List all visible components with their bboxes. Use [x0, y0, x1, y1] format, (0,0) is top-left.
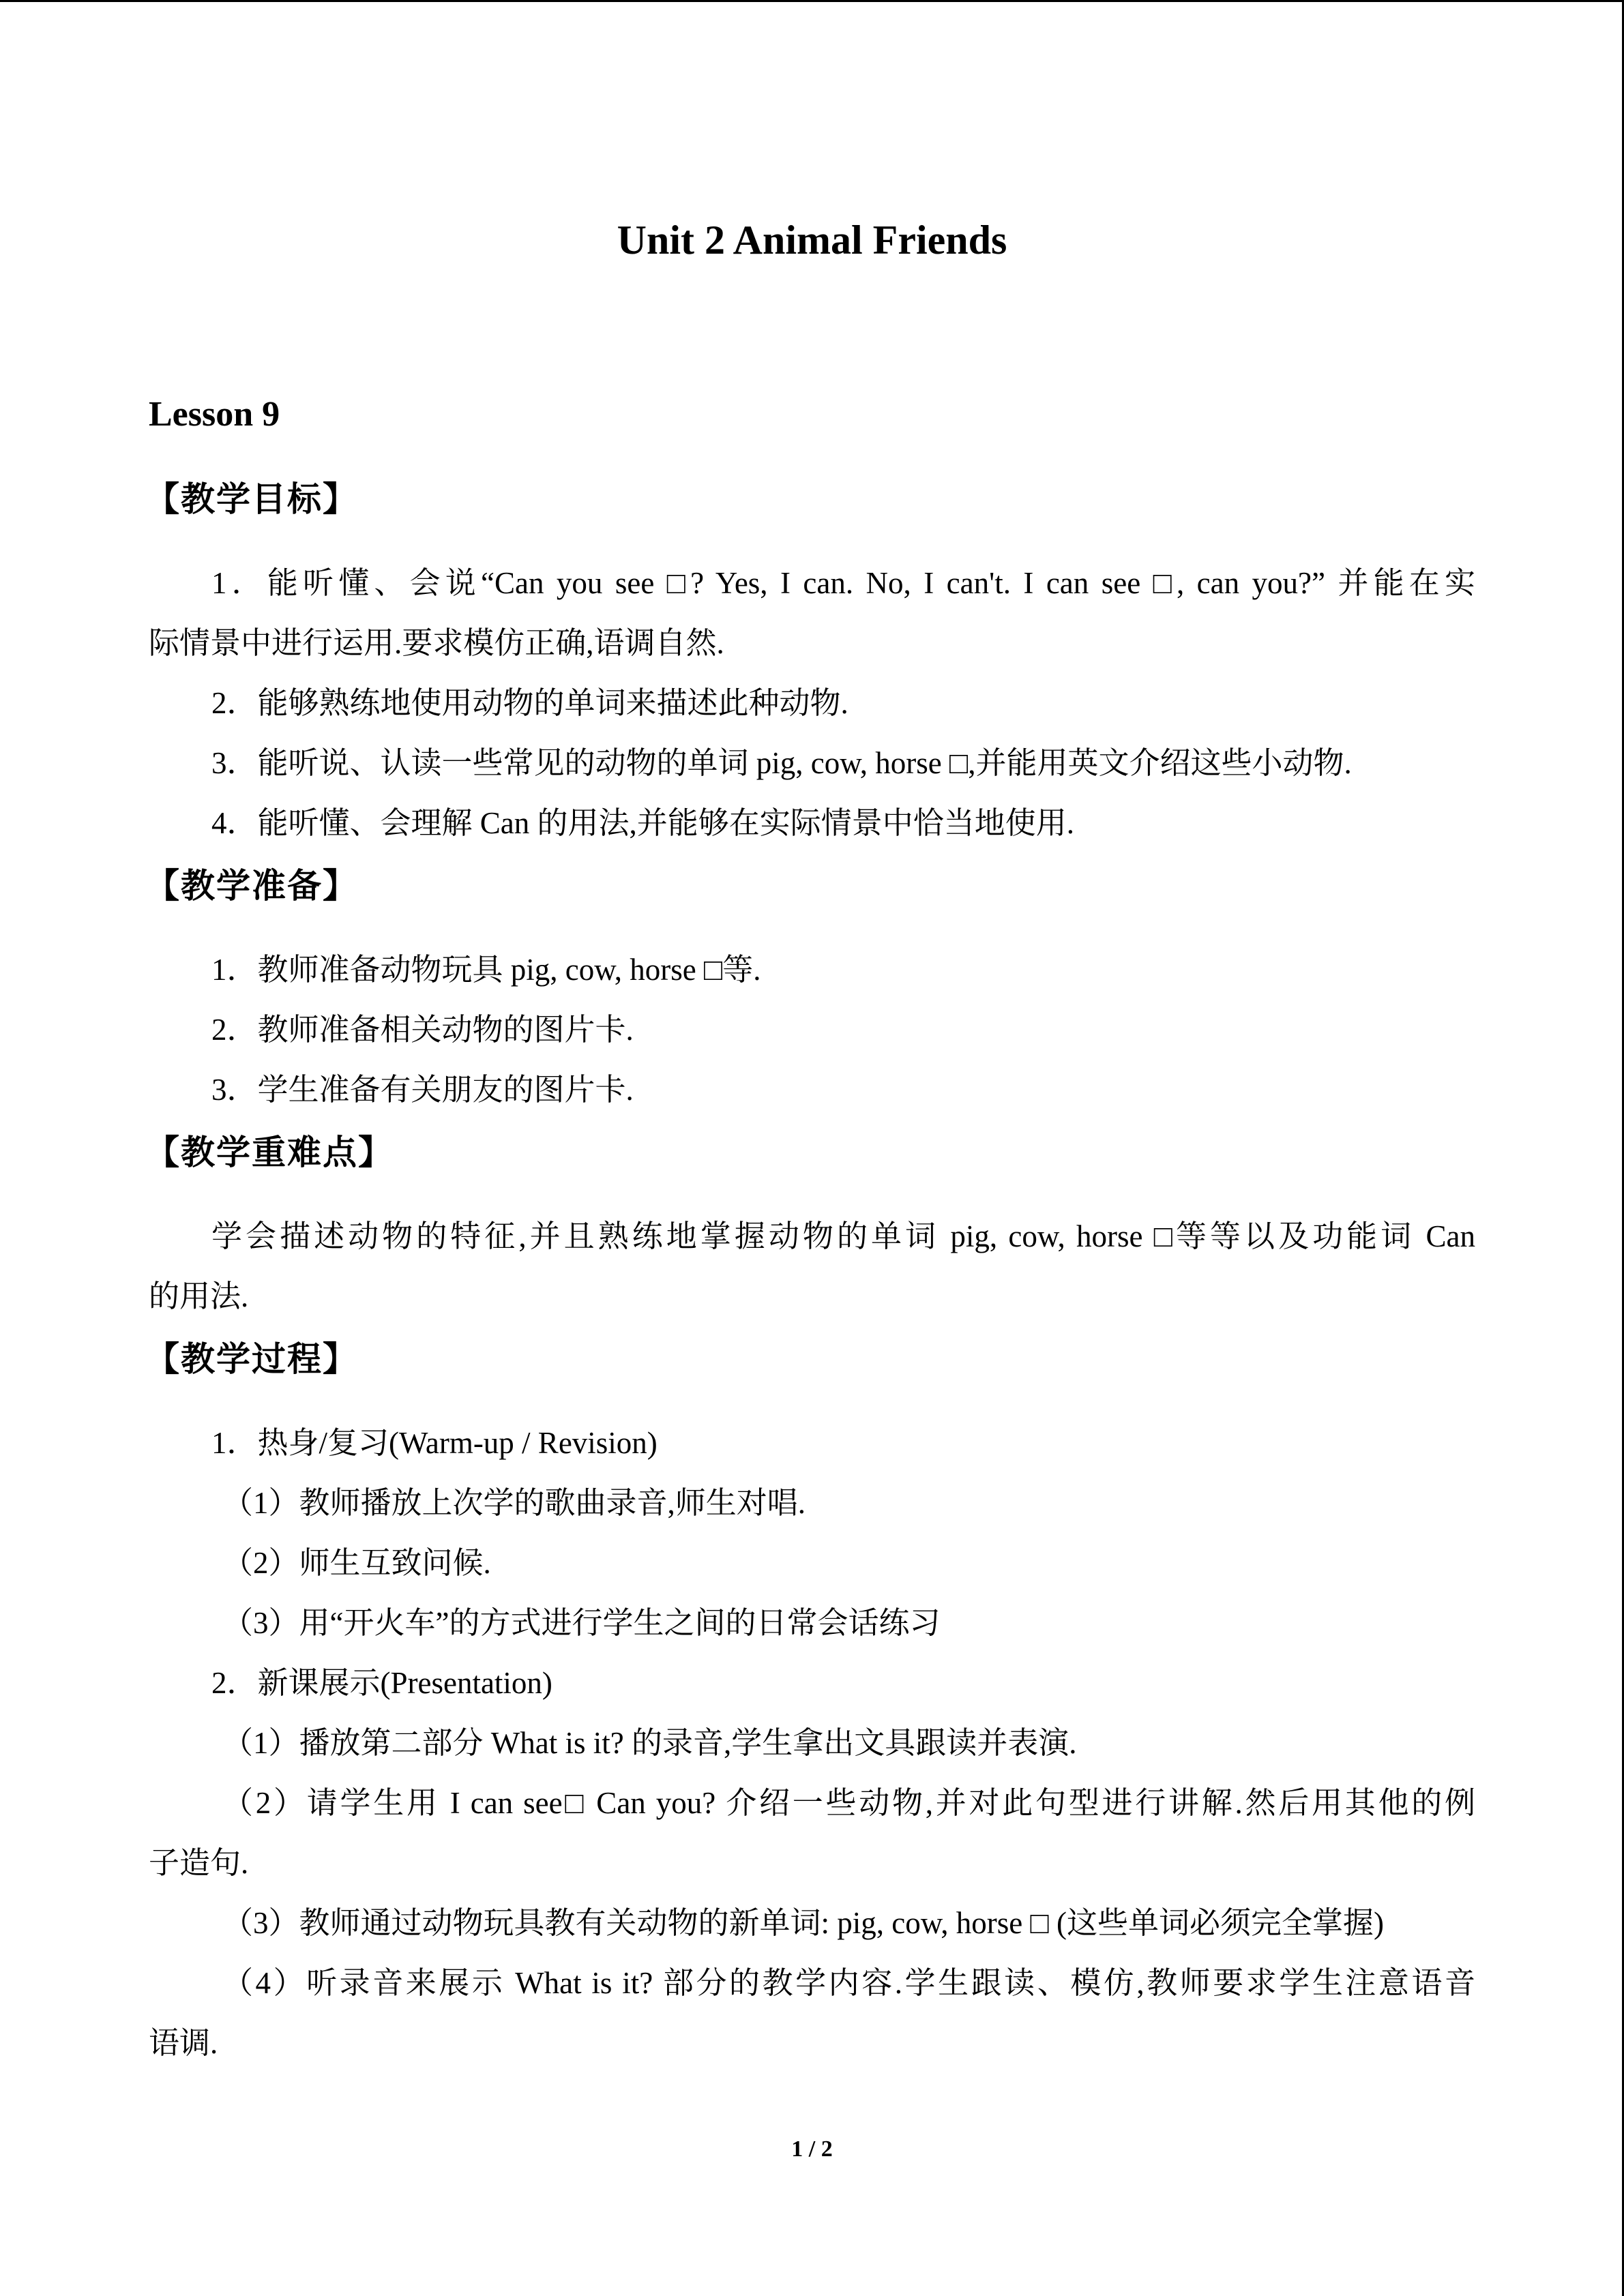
process-step-2-3: （3）教师通过动物玩具教有关动物的新单词: pig, cow, horse □ (这些单词必须完全掌握) — [222, 1906, 1384, 1940]
process-step-1-3: （3）用“开火车”的方式进行学生之间的日常会话练习 — [222, 1606, 941, 1640]
objective-item-4: 4．能听懂、会理解 Can 的用法,并能够在实际情景中恰当地使用. — [211, 806, 1074, 840]
objective-item-3: 3．能听说、认读一些常见的动物的单词 pig, cow, horse □,并能用英文介绍这些小动物. — [211, 746, 1352, 780]
process-step-1-2: （2）师生互致问候. — [222, 1546, 491, 1580]
section-heading-process: 【教学过程】 — [145, 1339, 358, 1379]
document-title: Unit 2 Animal Friends — [617, 218, 1007, 263]
process-step-2-4-continued: 语调. — [149, 2026, 218, 2060]
preparation-item-3: 3．学生准备有关朋友的图片卡. — [211, 1073, 634, 1107]
process-step-2-1: （1）播放第二部分 What is it? 的录音,学生拿出文具跟读并表演. — [222, 1726, 1077, 1760]
key-points-line-2: 的用法. — [149, 1279, 249, 1313]
page-number: 1 / 2 — [791, 2136, 833, 2162]
preparation-item-2: 2．教师准备相关动物的图片卡. — [211, 1013, 634, 1047]
process-step-1-1: （1）教师播放上次学的歌曲录音,师生对唱. — [222, 1486, 806, 1520]
lesson-heading: Lesson 9 — [149, 395, 280, 434]
process-step-2: 2．新课展示(Presentation) — [211, 1666, 552, 1700]
preparation-item-1: 1．教师准备动物玩具 pig, cow, horse □等. — [211, 953, 761, 987]
section-heading-objectives: 【教学目标】 — [145, 479, 358, 519]
top-border-rule — [0, 0, 1624, 2]
process-step-2-4: （4）听录音来展示 What is it? 部分的教学内容.学生跟读、模仿,教师要求学生注意语音 — [222, 1966, 1475, 2000]
section-heading-key-points: 【教学重难点】 — [145, 1133, 394, 1172]
process-step-1: 1．热身/复习(Warm-up / Revision) — [211, 1426, 658, 1460]
section-heading-preparation: 【教学准备】 — [145, 866, 358, 906]
process-step-2-2-continued: 子造句. — [149, 1846, 249, 1880]
objective-item-1: 1．能听懂、会说“Can you see □? Yes, I can. No, I can't. I can see □, can you?” 并能在实 — [211, 566, 1475, 600]
objective-item-2: 2．能够熟练地使用动物的单词来描述此种动物. — [211, 686, 848, 720]
objective-item-1-continued: 际情景中进行运用.要求模仿正确,语调自然. — [149, 626, 724, 660]
process-step-2-2: （2）请学生用 I can see□ Can you? 介绍一些动物,并对此句型进行讲解.然后用其他的例 — [222, 1786, 1475, 1820]
key-points-line-1: 学会描述动物的特征,并且熟练地掌握动物的单词 pig, cow, horse □等等以及功能词 Can — [211, 1219, 1475, 1253]
